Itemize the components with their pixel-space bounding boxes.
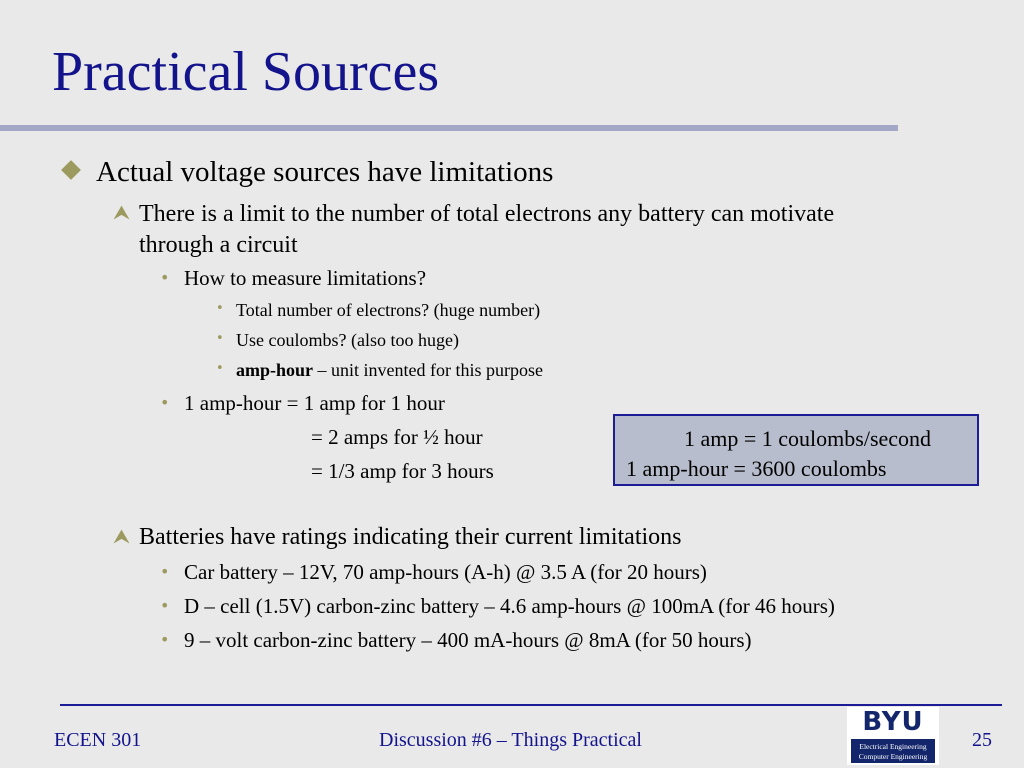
- diamond-bullet-icon: [61, 160, 81, 180]
- title-divider: [0, 125, 898, 131]
- footer-divider: [60, 704, 1002, 706]
- dot-bullet-icon: •: [216, 331, 224, 346]
- bullet-level3: Car battery – 12V, 70 amp-hours (A-h) @ 3.5 A (for 20 hours): [184, 560, 707, 584]
- dot-bullet-icon: •: [160, 393, 170, 412]
- dot-bullet-icon: •: [216, 301, 224, 316]
- infobox-line: 1 amp = 1 coulombs/second: [684, 426, 932, 451]
- byu-logo: [847, 707, 939, 765]
- footer-topic: Discussion #6 – Things Practical: [379, 729, 642, 751]
- bullet-level4: Total number of electrons? (huge number): [236, 300, 541, 320]
- logo-subtitle: Computer Engineering: [858, 752, 928, 761]
- bullet-level3-continuation: = 1/3 amp for 3 hours: [311, 459, 494, 483]
- page-number: 25: [972, 729, 992, 751]
- term-description: – unit invented for this purpose: [313, 360, 543, 380]
- bullet-level4: Use coulombs? (also too huge): [236, 330, 459, 350]
- bullet-level2: There is a limit to the number of total electrons any battery can motivate: [139, 201, 835, 227]
- conversion-infobox: [613, 414, 979, 486]
- dot-bullet-icon: •: [160, 562, 170, 581]
- bullet-level2-continuation: through a circuit: [139, 232, 298, 258]
- slide-title: Practical Sources: [52, 41, 440, 103]
- bullet-level2: Batteries have ratings indicating their current limitations: [139, 524, 682, 550]
- bullet-level3: 9 – volt carbon-zinc battery – 400 mA-hours @ 8mA (for 50 hours): [184, 628, 752, 652]
- logo-subtitle: Electrical Engineering: [859, 742, 927, 751]
- bold-term: amp-hour: [236, 360, 314, 380]
- dot-bullet-icon: •: [160, 630, 170, 649]
- dot-bullet-icon: •: [160, 268, 170, 287]
- dot-bullet-icon: •: [160, 596, 170, 615]
- bullet-level4: [236, 361, 543, 379]
- bullet-level3: How to measure limitations?: [184, 266, 427, 290]
- bullet-level3: D – cell (1.5V) carbon-zinc battery – 4.6 amp-hours @ 100mA (for 46 hours): [184, 594, 835, 618]
- bullet-level1: Actual voltage sources have limitations: [96, 156, 554, 188]
- chevron-bullet-icon: ⮝: [113, 200, 130, 224]
- bullet-level3: 1 amp-hour = 1 amp for 1 hour: [184, 391, 445, 415]
- infobox-line: 1 amp-hour = 3600 coulombs: [626, 456, 887, 481]
- dot-bullet-icon: •: [216, 361, 224, 376]
- footer-course: ECEN 301: [54, 729, 142, 751]
- chevron-bullet-icon: ⮝: [113, 524, 130, 548]
- bullet-level3-continuation: = 2 amps for ½ hour: [311, 425, 483, 449]
- logo-wordmark: BYU: [862, 707, 924, 737]
